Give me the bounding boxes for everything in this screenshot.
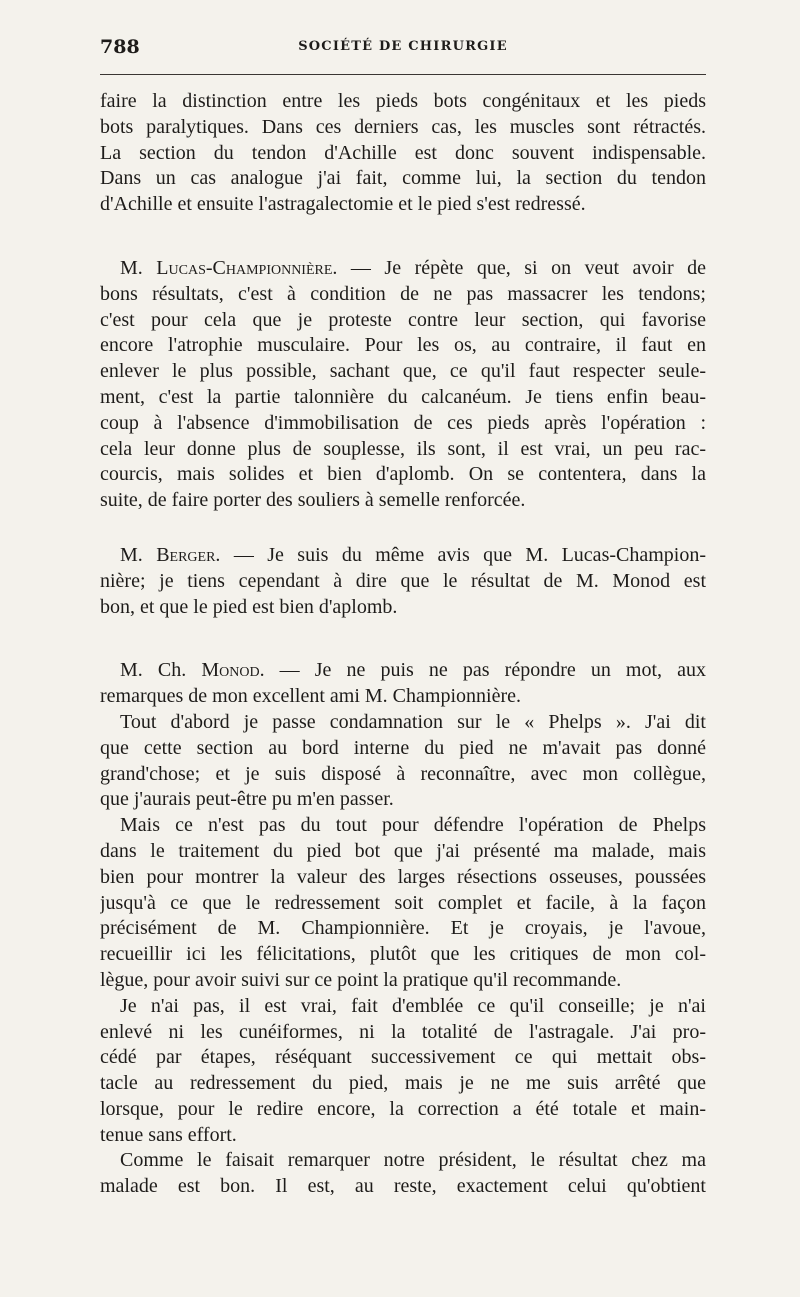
speaker-line <box>100 256 706 282</box>
text-line: cela leur donne plus de souplesse, ils sont, il est vrai, un peu rac- <box>100 437 706 460</box>
speaker-line <box>100 658 706 684</box>
speaker-prefix: M. <box>120 543 143 566</box>
paragraph-gap <box>100 218 706 256</box>
text-line: Mais ce n'est pas du tout pour défendre l'opération de Phelps <box>120 814 706 837</box>
text-line: faire la distinction entre les pieds bots congénitaux et les pieds <box>100 90 706 112</box>
text-line: bots paralytiques. Dans ces derniers cas, les muscles sont rétractés. <box>100 115 706 138</box>
paragraph <box>100 710 706 813</box>
text-line: nière; je tiens cependant à dire que le résultat de M. Monod est <box>100 569 706 592</box>
document-body <box>100 89 706 1200</box>
speaker-prefix: M. Ch. <box>120 659 187 682</box>
text-line: grand'chose; et je suis disposé à reconnaître, avec mon collègue, <box>100 762 706 785</box>
text-line: courcis, mais solides et bien d'aplomb. On se contentera, dans la <box>100 463 706 486</box>
running-title: SOCIÉTÉ DE CHIRURGIE <box>298 39 508 54</box>
text-line: malade est bon. Il est, au reste, exactement celui qu'obtient <box>100 1175 706 1198</box>
text-line: bon, et que le pied est bien d'aplomb. <box>100 595 398 618</box>
speaker-name: Lucas-Championnière. <box>156 256 338 279</box>
text-line: lorsque, pour le redire encore, la correction a été totale et main- <box>100 1097 706 1120</box>
text-line: d'Achille et ensuite l'astragalectomie et le pied s'est redressé. <box>100 193 586 216</box>
text-line: Tout d'abord je passe condamnation sur le « Phelps ». J'ai dit <box>120 710 706 733</box>
speech-text: — Je ne puis ne pas répondre un mot, aux <box>264 659 706 682</box>
text-line: Dans un cas analogue j'ai fait, comme lui, la section du tendon <box>100 167 706 190</box>
speaker-name: Berger. <box>156 543 221 566</box>
paragraph-gap <box>100 620 706 658</box>
text-line: recueillir ici les félicitations, plutôt que les critiques de mon col- <box>100 943 706 966</box>
text-line: bons résultats, c'est à condition de ne pas massacrer les tendons; <box>100 282 706 305</box>
speech-text: — Je suis du même avis que M. Lucas-Champion- <box>220 543 706 566</box>
page-header <box>100 36 706 60</box>
speaker-name: Monod. <box>201 659 265 682</box>
text-line: suite, de faire porter des souliers à semelle renforcée. <box>100 489 526 512</box>
text-line: précisément de M. Championnière. Et je croyais, je l'avoue, <box>100 917 706 940</box>
text-line: encore l'atrophie musculaire. Pour les os, au contraire, il faut en <box>100 334 706 357</box>
paragraph <box>100 813 706 994</box>
paragraph-gap <box>100 514 706 543</box>
speaker-line <box>100 543 706 569</box>
text-line: Je n'ai pas, il est vrai, fait d'emblée ce qu'il conseille; je n'ai <box>120 994 706 1017</box>
text-line: remarques de mon excellent ami M. Championnière. <box>100 685 521 708</box>
text-line: bien pour montrer la valeur des larges résections osseuses, poussées <box>100 865 706 888</box>
text-line: tacle au redressement du pied, mais je ne me suis arrêté que <box>100 1072 706 1095</box>
paragraph <box>100 994 706 1149</box>
text-line: que j'aurais peut-être pu m'en passer. <box>100 788 394 811</box>
speech-text: — Je répète que, si on veut avoir de <box>337 256 706 279</box>
text-line: Comme le faisait remarquer notre président, le résultat chez ma <box>120 1149 706 1172</box>
header-rule <box>100 74 706 75</box>
speech-paragraph <box>100 543 706 620</box>
speech-paragraph <box>100 658 706 710</box>
speaker-prefix: M. <box>120 256 143 279</box>
text-line: enlever le plus possible, sachant que, ce qu'il faut respecter seule- <box>100 360 706 383</box>
text-line: enlevé ni les cunéiformes, ni la totalité de l'astragale. J'ai pro- <box>100 1020 706 1043</box>
text-line: jusqu'à ce que le redressement soit complet et facile, à la façon <box>100 891 706 914</box>
text-line: lègue, pour avoir suivi sur ce point la pratique qu'il recommande. <box>100 968 622 991</box>
paragraph <box>100 89 706 218</box>
text-line: La section du tendon d'Achille est donc souvent indispensable. <box>100 141 706 164</box>
text-line: que cette section au bord interne du pied ne m'avait pas donné <box>100 736 706 759</box>
text-line: c'est pour cela que je proteste contre leur section, qui favorise <box>100 308 706 331</box>
text-line: ment, c'est la partie talonnière du calcanéum. Je tiens enfin beau- <box>100 385 706 408</box>
text-line: coup à l'absence d'immobilisation de ces pieds après l'opération : <box>100 411 706 434</box>
text-line: cédé par étapes, réséquant successivement ce qui mettait obs- <box>100 1046 706 1069</box>
page-number: 788 <box>100 36 140 58</box>
text-line: dans le traitement du pied bot que j'ai présenté ma malade, mais <box>100 839 706 862</box>
text-line: tenue sans effort. <box>100 1123 237 1146</box>
paragraph <box>100 1148 706 1200</box>
speech-paragraph <box>100 256 706 514</box>
